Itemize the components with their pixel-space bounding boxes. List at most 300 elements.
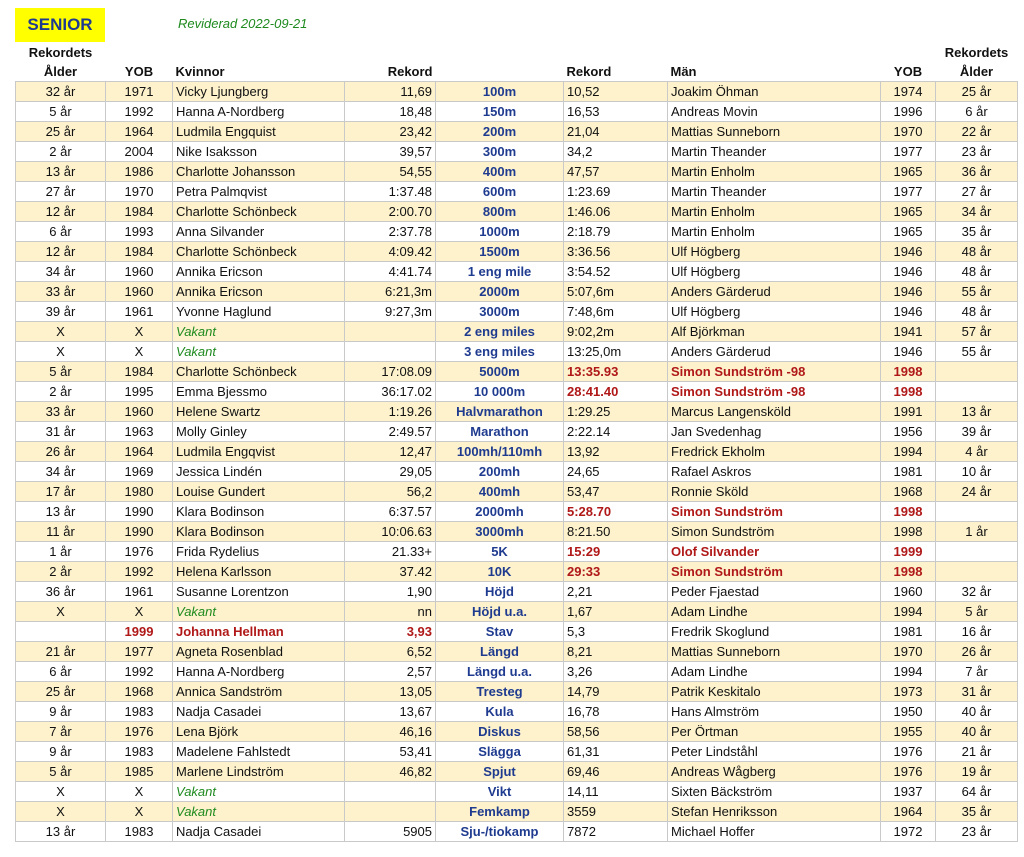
event-name: Längd u.a. (436, 662, 564, 682)
yob-women: 1960 (106, 282, 173, 302)
event-name: Kula (436, 702, 564, 722)
table-row (16, 602, 1018, 622)
header-event (436, 42, 564, 82)
record-women: 2:49.57 (345, 422, 436, 442)
record-age-women: 5 år (16, 762, 106, 782)
yob-men: 1994 (881, 442, 936, 462)
record-men: 10,52 (564, 82, 668, 102)
record-age-women: 32 år (16, 82, 106, 102)
record-women: 4:41.74 (345, 262, 436, 282)
record-age-men: 19 år (936, 762, 1018, 782)
event-name: 10K (436, 562, 564, 582)
record-women: 29,05 (345, 462, 436, 482)
athlete-men: Andreas Movin (668, 102, 881, 122)
event-name: 2000mh (436, 502, 564, 522)
event-name: Spjut (436, 762, 564, 782)
athlete-men: Per Örtman (668, 722, 881, 742)
table-row (16, 282, 1018, 302)
yob-women: 1964 (106, 122, 173, 142)
event-name: 1000m (436, 222, 564, 242)
record-men: 28:41.40 (564, 382, 668, 402)
table-row (16, 762, 1018, 782)
record-women: 5905 (345, 822, 436, 842)
record-age-women: 21 år (16, 642, 106, 662)
table-row (16, 622, 1018, 642)
event-name: Sju-/tiokamp (436, 822, 564, 842)
record-age-men: 5 år (936, 602, 1018, 622)
athlete-men: Anders Gärderud (668, 342, 881, 362)
record-age-women: 2 år (16, 142, 106, 162)
revision-date: Reviderad 2022-09-21 (178, 16, 308, 31)
header-age-men-line2: Ålder (959, 64, 994, 79)
athlete-women: Madelene Fahlstedt (173, 742, 345, 762)
yob-women: 1969 (106, 462, 173, 482)
table-row (16, 362, 1018, 382)
record-men: 5:28.70 (564, 502, 668, 522)
record-age-women: X (16, 322, 106, 342)
record-age-women: X (16, 782, 106, 802)
record-age-women: X (16, 342, 106, 362)
record-women: 6:37.57 (345, 502, 436, 522)
athlete-women: Nadja Casadei (173, 702, 345, 722)
record-age-men: 23 år (936, 142, 1018, 162)
header-age-women-line2: Ålder (43, 64, 78, 79)
yob-women: 1977 (106, 642, 173, 662)
record-women: 13,05 (345, 682, 436, 702)
athlete-men: Andreas Wågberg (668, 762, 881, 782)
yob-women: 1992 (106, 102, 173, 122)
athlete-women: Charlotte Johansson (173, 162, 345, 182)
record-age-women: 12 år (16, 202, 106, 222)
record-age-men: 25 år (936, 82, 1018, 102)
athlete-men: Ulf Högberg (668, 302, 881, 322)
record-age-women: 6 år (16, 222, 106, 242)
athlete-men: Jan Svedenhag (668, 422, 881, 442)
athlete-men: Simon Sundström -98 (668, 362, 881, 382)
table-row (16, 302, 1018, 322)
yob-women: 1990 (106, 522, 173, 542)
yob-men: 1955 (881, 722, 936, 742)
yob-women: 1961 (106, 302, 173, 322)
yob-men: 1946 (881, 282, 936, 302)
event-name: 400m (436, 162, 564, 182)
record-age-men (936, 562, 1018, 582)
athlete-women: Vakant (173, 602, 345, 622)
record-men: 14,11 (564, 782, 668, 802)
event-name: Stav (436, 622, 564, 642)
record-age-men (936, 382, 1018, 402)
record-age-women: 34 år (16, 262, 106, 282)
yob-women: 1995 (106, 382, 173, 402)
yob-women: 1999 (106, 622, 173, 642)
yob-men: 1998 (881, 362, 936, 382)
record-age-men (936, 502, 1018, 522)
record-age-men: 13 år (936, 402, 1018, 422)
athlete-men: Peder Fjaestad (668, 582, 881, 602)
record-women: 12,47 (345, 442, 436, 462)
athlete-women: Annika Ericson (173, 262, 345, 282)
athlete-men: Adam Lindhe (668, 662, 881, 682)
record-men: 7:48,6m (564, 302, 668, 322)
athlete-women: Charlotte Schönbeck (173, 362, 345, 382)
table-row (16, 802, 1018, 822)
record-men: 9:02,2m (564, 322, 668, 342)
record-women: 53,41 (345, 742, 436, 762)
event-name: 150m (436, 102, 564, 122)
athlete-women: Vakant (173, 342, 345, 362)
yob-men: 1998 (881, 562, 936, 582)
header-age-women (16, 42, 106, 82)
athlete-men: Ulf Högberg (668, 262, 881, 282)
athlete-men: Sixten Bäckström (668, 782, 881, 802)
yob-women: 1985 (106, 762, 173, 782)
athlete-men: Rafael Askros (668, 462, 881, 482)
record-age-men: 27 år (936, 182, 1018, 202)
yob-women: 1961 (106, 582, 173, 602)
record-age-women: 17 år (16, 482, 106, 502)
yob-men: 1998 (881, 382, 936, 402)
record-men: 3:54.52 (564, 262, 668, 282)
yob-women: 1992 (106, 662, 173, 682)
event-name: 600m (436, 182, 564, 202)
record-men: 2:18.79 (564, 222, 668, 242)
record-men: 53,47 (564, 482, 668, 502)
yob-men: 1999 (881, 542, 936, 562)
table-row (16, 182, 1018, 202)
record-age-men (936, 542, 1018, 562)
yob-men: 1937 (881, 782, 936, 802)
record-men: 16,78 (564, 702, 668, 722)
record-men: 13,92 (564, 442, 668, 462)
record-men: 58,56 (564, 722, 668, 742)
athlete-women: Susanne Lorentzon (173, 582, 345, 602)
record-men: 13:25,0m (564, 342, 668, 362)
record-age-women: 31 år (16, 422, 106, 442)
athlete-men: Mattias Sunneborn (668, 122, 881, 142)
record-age-men: 35 år (936, 222, 1018, 242)
record-women: 56,2 (345, 482, 436, 502)
athlete-men: Simon Sundström (668, 562, 881, 582)
record-age-women: X (16, 602, 106, 622)
yob-men: 1946 (881, 342, 936, 362)
athlete-men: Alf Björkman (668, 322, 881, 342)
table-row (16, 682, 1018, 702)
record-age-men: 32 år (936, 582, 1018, 602)
athlete-women: Helena Karlsson (173, 562, 345, 582)
record-age-men: 39 år (936, 422, 1018, 442)
record-women: 3,93 (345, 622, 436, 642)
record-age-women: 39 år (16, 302, 106, 322)
table-row (16, 542, 1018, 562)
record-women: 6:21,3m (345, 282, 436, 302)
event-name: Marathon (436, 422, 564, 442)
event-name: 2000m (436, 282, 564, 302)
yob-women: 1976 (106, 722, 173, 742)
table-row (16, 222, 1018, 242)
record-men: 1,67 (564, 602, 668, 622)
athlete-men: Anders Gärderud (668, 282, 881, 302)
record-age-men: 40 år (936, 702, 1018, 722)
athlete-women: Yvonne Haglund (173, 302, 345, 322)
yob-men: 1965 (881, 222, 936, 242)
table-row (16, 402, 1018, 422)
record-age-men: 4 år (936, 442, 1018, 462)
yob-women: X (106, 322, 173, 342)
yob-men: 1973 (881, 682, 936, 702)
record-age-men: 7 år (936, 662, 1018, 682)
record-age-women: 25 år (16, 122, 106, 142)
athlete-men: Martin Theander (668, 182, 881, 202)
record-women (345, 322, 436, 342)
record-age-men: 21 år (936, 742, 1018, 762)
record-age-women: 1 år (16, 542, 106, 562)
athlete-women: Jessica Lindén (173, 462, 345, 482)
yob-men: 1946 (881, 302, 936, 322)
record-women (345, 782, 436, 802)
athlete-men: Marcus Langensköld (668, 402, 881, 422)
record-men: 2,21 (564, 582, 668, 602)
record-age-men: 48 år (936, 242, 1018, 262)
record-women: 10:06.63 (345, 522, 436, 542)
athlete-women: Hanna A-Nordberg (173, 662, 345, 682)
record-women: 36:17.02 (345, 382, 436, 402)
athlete-men: Simon Sundström (668, 502, 881, 522)
table-row (16, 102, 1018, 122)
record-women: 46,82 (345, 762, 436, 782)
record-age-men: 1 år (936, 522, 1018, 542)
record-age-women: 11 år (16, 522, 106, 542)
event-name: Tresteg (436, 682, 564, 702)
senior-badge: SENIOR (15, 8, 105, 42)
record-age-women: 9 år (16, 742, 106, 762)
table-row (16, 202, 1018, 222)
event-name: 5000m (436, 362, 564, 382)
athlete-women: Vicky Ljungberg (173, 82, 345, 102)
record-men: 3,26 (564, 662, 668, 682)
event-name: 200m (436, 122, 564, 142)
table-row (16, 242, 1018, 262)
athlete-men: Peter Lindståhl (668, 742, 881, 762)
record-age-men: 26 år (936, 642, 1018, 662)
athlete-women: Marlene Lindström (173, 762, 345, 782)
record-age-women: 5 år (16, 362, 106, 382)
athlete-men: Mattias Sunneborn (668, 642, 881, 662)
record-men: 14,79 (564, 682, 668, 702)
record-age-women: 6 år (16, 662, 106, 682)
header-men: Män (670, 64, 697, 79)
record-age-men: 31 år (936, 682, 1018, 702)
table-row (16, 582, 1018, 602)
record-women: 46,16 (345, 722, 436, 742)
athlete-men: Michael Hoffer (668, 822, 881, 842)
yob-men: 1977 (881, 182, 936, 202)
athlete-men: Ulf Högberg (668, 242, 881, 262)
record-men: 13:35.93 (564, 362, 668, 382)
table-row (16, 462, 1018, 482)
yob-men: 1976 (881, 742, 936, 762)
event-name: 3000mh (436, 522, 564, 542)
yob-men: 1946 (881, 262, 936, 282)
record-age-women: 13 år (16, 502, 106, 522)
yob-men: 1970 (881, 122, 936, 142)
yob-men: 1977 (881, 142, 936, 162)
event-name: Diskus (436, 722, 564, 742)
table-row (16, 162, 1018, 182)
record-age-men (936, 362, 1018, 382)
table-row (16, 142, 1018, 162)
record-age-women: 2 år (16, 382, 106, 402)
record-men: 34,2 (564, 142, 668, 162)
record-women: 54,55 (345, 162, 436, 182)
table-row (16, 262, 1018, 282)
yob-women: 1993 (106, 222, 173, 242)
record-age-men: 55 år (936, 342, 1018, 362)
yob-women: 1980 (106, 482, 173, 502)
yob-men: 1972 (881, 822, 936, 842)
record-women: 1:19.26 (345, 402, 436, 422)
yob-women: X (106, 602, 173, 622)
yob-men: 1981 (881, 622, 936, 642)
yob-women: 1964 (106, 442, 173, 462)
record-age-women: 27 år (16, 182, 106, 202)
athlete-women: Helene Swartz (173, 402, 345, 422)
table-row (16, 782, 1018, 802)
athlete-men: Olof Silvander (668, 542, 881, 562)
record-age-men: 36 år (936, 162, 1018, 182)
athlete-women: Petra Palmqvist (173, 182, 345, 202)
record-men: 15:29 (564, 542, 668, 562)
athlete-women: Emma Bjessmo (173, 382, 345, 402)
event-name: Höjd u.a. (436, 602, 564, 622)
event-name: 3000m (436, 302, 564, 322)
record-men: 47,57 (564, 162, 668, 182)
athlete-women: Vakant (173, 322, 345, 342)
record-men: 1:29.25 (564, 402, 668, 422)
record-age-men: 40 år (936, 722, 1018, 742)
athlete-women: Vakant (173, 782, 345, 802)
athlete-women: Vakant (173, 802, 345, 822)
yob-women: 1970 (106, 182, 173, 202)
record-men: 7872 (564, 822, 668, 842)
yob-women: 1960 (106, 402, 173, 422)
athlete-women: Frida Rydelius (173, 542, 345, 562)
record-age-women: 26 år (16, 442, 106, 462)
athlete-women: Annica Sandström (173, 682, 345, 702)
record-men: 61,31 (564, 742, 668, 762)
athlete-women: Ludmila Engqvist (173, 442, 345, 462)
table-row (16, 322, 1018, 342)
record-men: 3:36.56 (564, 242, 668, 262)
yob-men: 1970 (881, 642, 936, 662)
yob-men: 1976 (881, 762, 936, 782)
athlete-men: Hans Almström (668, 702, 881, 722)
table-row (16, 122, 1018, 142)
event-name: 100mh/110mh (436, 442, 564, 462)
record-age-women: 2 år (16, 562, 106, 582)
record-age-men: 64 år (936, 782, 1018, 802)
athlete-women: Charlotte Schönbeck (173, 242, 345, 262)
table-row (16, 382, 1018, 402)
athlete-men: Martin Enholm (668, 222, 881, 242)
event-name: 1500m (436, 242, 564, 262)
event-name: Längd (436, 642, 564, 662)
record-age-men: 55 år (936, 282, 1018, 302)
yob-men: 1994 (881, 662, 936, 682)
record-men: 24,65 (564, 462, 668, 482)
yob-men: 1991 (881, 402, 936, 422)
athlete-men: Ronnie Sköld (668, 482, 881, 502)
event-name: 200mh (436, 462, 564, 482)
record-women (345, 342, 436, 362)
record-women: 6,52 (345, 642, 436, 662)
header-yob-men: YOB (893, 64, 923, 79)
record-women: 39,57 (345, 142, 436, 162)
athlete-men: Stefan Henriksson (668, 802, 881, 822)
record-women (345, 802, 436, 822)
athlete-women: Ludmila Engquist (173, 122, 345, 142)
header-record-women: Rekord (387, 64, 433, 79)
event-name: 100m (436, 82, 564, 102)
record-women: 21.33+ (345, 542, 436, 562)
record-age-women: 36 år (16, 582, 106, 602)
record-men: 5:07,6m (564, 282, 668, 302)
athlete-men: Joakim Öhman (668, 82, 881, 102)
yob-women: 1976 (106, 542, 173, 562)
record-women: 37.42 (345, 562, 436, 582)
header-age-men-line1: Rekordets (944, 45, 1009, 60)
record-women: 2:37.78 (345, 222, 436, 242)
yob-men: 1965 (881, 162, 936, 182)
event-name: 800m (436, 202, 564, 222)
record-age-women: 33 år (16, 402, 106, 422)
yob-men: 1994 (881, 602, 936, 622)
athlete-women: Nike Isaksson (173, 142, 345, 162)
event-name: Femkamp (436, 802, 564, 822)
record-women: 9:27,3m (345, 302, 436, 322)
yob-women: 1971 (106, 82, 173, 102)
athlete-men: Fredrick Ekholm (668, 442, 881, 462)
yob-women: 1990 (106, 502, 173, 522)
yob-women: 1986 (106, 162, 173, 182)
record-women: 17:08.09 (345, 362, 436, 382)
table-row (16, 822, 1018, 842)
yob-women: X (106, 782, 173, 802)
athlete-women: Lena Björk (173, 722, 345, 742)
yob-women: 1992 (106, 562, 173, 582)
record-age-men: 48 år (936, 302, 1018, 322)
record-age-women: 33 år (16, 282, 106, 302)
yob-women: 1984 (106, 242, 173, 262)
record-age-men: 24 år (936, 482, 1018, 502)
athlete-men: Patrik Keskitalo (668, 682, 881, 702)
yob-women: 1983 (106, 702, 173, 722)
table-row (16, 442, 1018, 462)
record-men: 8:21.50 (564, 522, 668, 542)
table-row (16, 662, 1018, 682)
athlete-men: Fredrik Skoglund (668, 622, 881, 642)
record-men: 5,3 (564, 622, 668, 642)
table-row (16, 702, 1018, 722)
yob-men: 1960 (881, 582, 936, 602)
table-row (16, 422, 1018, 442)
athlete-men: Martin Enholm (668, 202, 881, 222)
record-women: 2,57 (345, 662, 436, 682)
yob-men: 1941 (881, 322, 936, 342)
athlete-women: Klara Bodinson (173, 522, 345, 542)
athlete-women: Klara Bodinson (173, 502, 345, 522)
yob-women: 2004 (106, 142, 173, 162)
event-name: Höjd (436, 582, 564, 602)
